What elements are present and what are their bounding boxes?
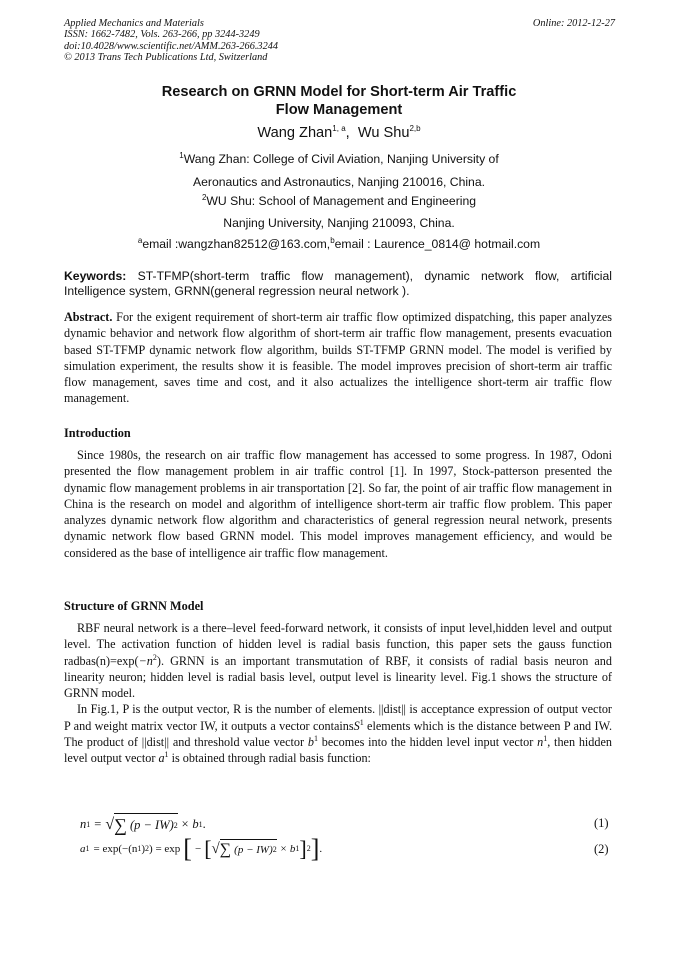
affiliation-2-line-1 [0, 194, 678, 208]
structure-heading: Structure of GRNN Model [64, 599, 204, 613]
eq1-body: (p − IW) [129, 818, 174, 832]
eq2-sqrt-icon: √ [211, 840, 220, 857]
equation-1-number: (1) [594, 816, 609, 830]
aff-2-text: WU Shu: School of Management and Engineering [206, 194, 477, 208]
author-1-name: Wang Zhan [257, 125, 333, 141]
issn-line: ISSN: 1662-7482, Vols. 263-266, pp 3244-3249 [64, 29, 260, 41]
eq2-minus: − [194, 843, 202, 855]
introduction-paragraph: Since 1980s, the research on air traffic flow management has accessed to some progress. In 1987, Odoni presented the flow management problem in air traffic control [1]. In 1997, Stock-patterson presented the dynamic flow management problems in air transportation [2]. So far, the point of air traffic flow management in China is the research on model and algorithm of intelligence short-term air traffic flow problem. This paper analyzes dynamic network flow algorithm and characteristics of general regression neural network, presents dynamic network flow based GRNN model. This model improves management efficiency, and would be considered as the base of intelligence air traffic flow management. [64, 448, 612, 560]
structure-paragraph-1 [64, 620, 612, 701]
eq2-sum-icon: ∑ [219, 841, 232, 858]
eq1-period: . [202, 817, 206, 831]
p2-math-s-sup: 1 [359, 717, 364, 727]
eq1-sqrt-icon: √ [105, 815, 115, 833]
email-b-sup: b [330, 235, 335, 245]
copyright-line: © 2013 Trans Tech Publications Ltd, Switzerland [64, 52, 268, 64]
structure-body [64, 620, 612, 767]
paper-title [0, 83, 678, 119]
email-a-sup: a [137, 235, 143, 245]
aff-1-text: Wang Zhan: College of Civil Aviation, Nanjing University of [183, 152, 499, 166]
p1-text-b: ). GRNN is an important transmutation of RBF, it consists of radial basis neuron and linearity neuron; hidden level is radial basis level, output level is linearity level. Fig.1 shows the structure of GRNN model. [64, 653, 612, 701]
eq2-mid: = exp(−(n [93, 843, 138, 855]
email-line [0, 237, 678, 251]
p2-math-b: b [307, 735, 314, 750]
email-b: email : Laurence_0814@ hotmail.com [334, 237, 541, 251]
eq1-equals: = [94, 817, 102, 831]
p1-text-a: RBF neural network is a there–level feed-forward network, it consists of input level,hidden level and output level. The activation function of hidden level is radial basis function, this paper sets the gauss function radbas(n)=exp( [64, 621, 612, 668]
eq1-radicand: ∑ (p − IW) 2 [114, 815, 178, 835]
eq2-mid3: ) = exp [149, 843, 181, 855]
p2-math-a-sup: 1 [164, 750, 169, 760]
eq2-radicand: ∑ (p − IW) 2 [219, 841, 277, 858]
p2-math-b-sup: 1 [313, 734, 318, 744]
abstract-label: Abstract. [64, 310, 113, 324]
eq1-sum-icon: ∑ [114, 815, 127, 835]
equation-1: n 1 = √ ∑ (p − IW) 2 × b 1 . [80, 815, 206, 835]
p2-text-d: , then hidden level output vector [64, 735, 613, 766]
p2-math-s: S [353, 718, 360, 733]
author-line [0, 125, 678, 141]
doi-line: doi:10.4028/www.scientific.net/AMM.263-266.3244 [64, 40, 279, 52]
p2-text-b: elements which is the distance between P and IW. The product of ||dist|| and threshold value vector [64, 718, 612, 750]
p2-text-e: is obtained through radial basis function: [168, 751, 371, 766]
eq2-period: . [319, 843, 323, 855]
p2-math-n-sup: 1 [543, 734, 548, 744]
abstract-text: For the exigent requirement of short-term air traffic flow optimized dispatching, this paper analyzes dynamic behavior and network flow algorithm of short-term air traffic flow management, presents evacuation based ST-TFMP dynamic network flow algorithm, builds ST-TFMP GRNN model. The model is verified by simulation experiment, the results show it is feasible. The model improves precision of short-term air traffic flow management, saves time and cost, and it also actualizes the intelligence short-term air traffic flow management. [64, 310, 612, 406]
author-2-name: Wu Shu [357, 125, 410, 141]
affiliation-1-line-2: Aeronautics and Astronautics, Nanjing 210016, China. [192, 175, 485, 189]
eq2-mid2: ) [141, 843, 146, 855]
p2-text-a: In Fig.1, P is the output vector, R is the number of elements. ||dist|| is acceptance expression of output vector P and weight matrix vector IW, it outputs a vector contains [64, 702, 612, 733]
eq2-inner-right-bracket-icon: ] [299, 836, 307, 861]
p2-math-n: n [537, 735, 544, 750]
title-line-1: Research on GRNN Model for Short-term Air Traffic [161, 84, 517, 100]
email-a: email :wangzhan82512@163.com, [142, 237, 331, 251]
affiliation-1-line-1 [0, 152, 678, 166]
keywords-text: ST-TFMP(short-term traffic flow management), dynamic network flow, artificial Intelligence system, GRNN(general regression neural network ). [64, 269, 612, 298]
eq2-times-b: × b [279, 843, 296, 855]
online-date: Online: 2012-12-27 [532, 18, 615, 29]
p1-math: −n [138, 653, 153, 668]
p2-math-a: a [158, 751, 165, 766]
p2-text-c: becomes into the hidden level input vector [317, 735, 538, 750]
equation-2: a 1 = exp(−(n 1 ) 2 ) = exp [ − [ √ ∑ (p − IW) 2 × b 1 ] 2 ] . [80, 834, 323, 863]
author-separator: , [345, 125, 358, 141]
eq2-right-bracket-icon: ] [310, 834, 320, 863]
author-1-sup: 1, a [332, 124, 346, 134]
keywords [64, 269, 612, 299]
eq1-lhs: n [80, 817, 87, 831]
eq2-body: (p − IW) [234, 844, 273, 856]
eq2-inner-left-bracket-icon: [ [204, 836, 212, 861]
p1-math-sup: 2 [152, 652, 157, 662]
abstract [64, 309, 612, 407]
title-line-2: Flow Management [275, 102, 403, 118]
author-2-sup: 2,b [409, 124, 421, 134]
introduction-heading: Introduction [64, 426, 131, 440]
eq1-times-b: × b [180, 817, 199, 831]
aff-2-sup: 2 [201, 192, 207, 202]
keywords-label: Keywords: [64, 269, 127, 283]
eq2-lhs: a [80, 843, 86, 855]
equation-2-number: (2) [594, 842, 609, 856]
eq2-left-bracket-icon: [ [183, 834, 192, 863]
affiliation-2-line-2: Nanjing University, Nanjing 210093, China. [223, 216, 455, 230]
introduction-body [64, 447, 612, 561]
journal-name: Applied Mechanics and Materials [64, 18, 204, 29]
aff-1-sup: 1 [179, 150, 184, 160]
structure-paragraph-2 [64, 701, 612, 766]
header-meta [64, 18, 278, 64]
